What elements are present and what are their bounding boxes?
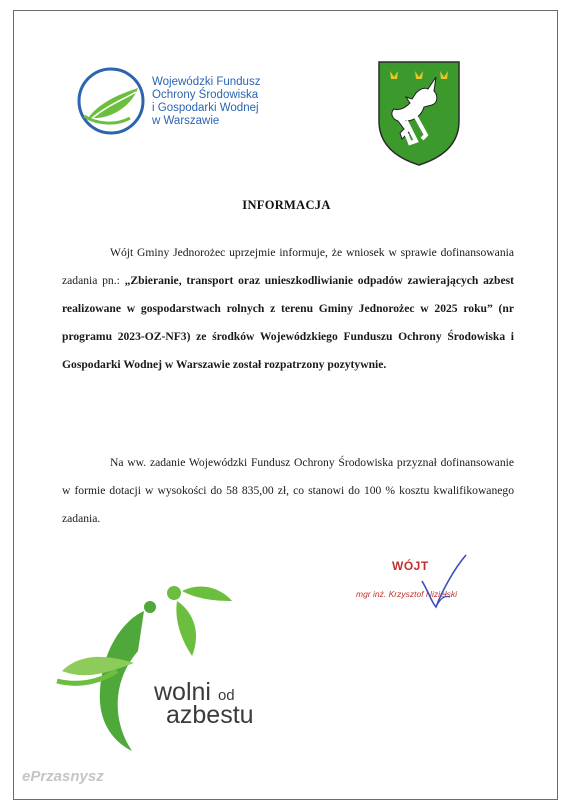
azbest-word-od: od xyxy=(217,687,235,704)
stamp-title: WÓJT xyxy=(392,559,429,573)
fund-logo xyxy=(76,66,276,156)
watermark: ePrzasnysz xyxy=(22,768,104,785)
leaf-circle-icon xyxy=(76,66,146,136)
azbest-line-2: azbestu xyxy=(166,701,254,729)
paragraph-2 xyxy=(62,449,514,533)
fund-line-3: i Gospodarki Wodnej xyxy=(152,102,259,114)
paragraph-1-intro: Wójt Gminy Jednorożec uprzejmie informuje, że wniosek w sprawie dofinansowania zadania pn.: xyxy=(62,246,514,287)
document-title: INFORMACJA xyxy=(242,198,331,212)
fund-line-2: Ochrony Środowiska xyxy=(152,89,259,101)
azbest-logo xyxy=(42,571,272,771)
paragraph-1-task: „Zbieranie, transport oraz unieszkodliwianie odpadów zawierających azbest realizowane w gospodarstwach rolnych z terenu Gminy Jednorożec w 2025 roku” (nr programu 2023-OZ-NF3) ze środków Wojewódzkiego Funduszu Ochrony Środowiska i Gospodarki Wodnej w Warszawie został rozpatrzony pozytywnie. xyxy=(62,274,514,371)
azbest-word-wolni: wolni xyxy=(154,678,211,706)
fund-line-4: w Warszawie xyxy=(152,115,220,127)
unicorn-crest-icon xyxy=(376,59,462,167)
document-page xyxy=(13,10,558,800)
paragraph-2-text: Na ww. zadanie Wojewódzki Fundusz Ochrony Środowiska przyznał dofinansowanie w formie dotacji w wysokości do 58 835,00 zł, co stanowi do 100 % kosztu kwalifikowanego zadania. xyxy=(62,456,514,525)
fund-name xyxy=(152,76,260,128)
signature-stamp xyxy=(354,551,504,621)
fund-line-1: Wojewódzki Fundusz xyxy=(152,76,261,88)
paragraph-1 xyxy=(62,239,514,379)
leaf-figures-icon xyxy=(42,571,272,771)
handwritten-signature-icon xyxy=(414,551,474,611)
stamp-name: mgr inż. Krzysztof Niziełski xyxy=(356,589,458,599)
